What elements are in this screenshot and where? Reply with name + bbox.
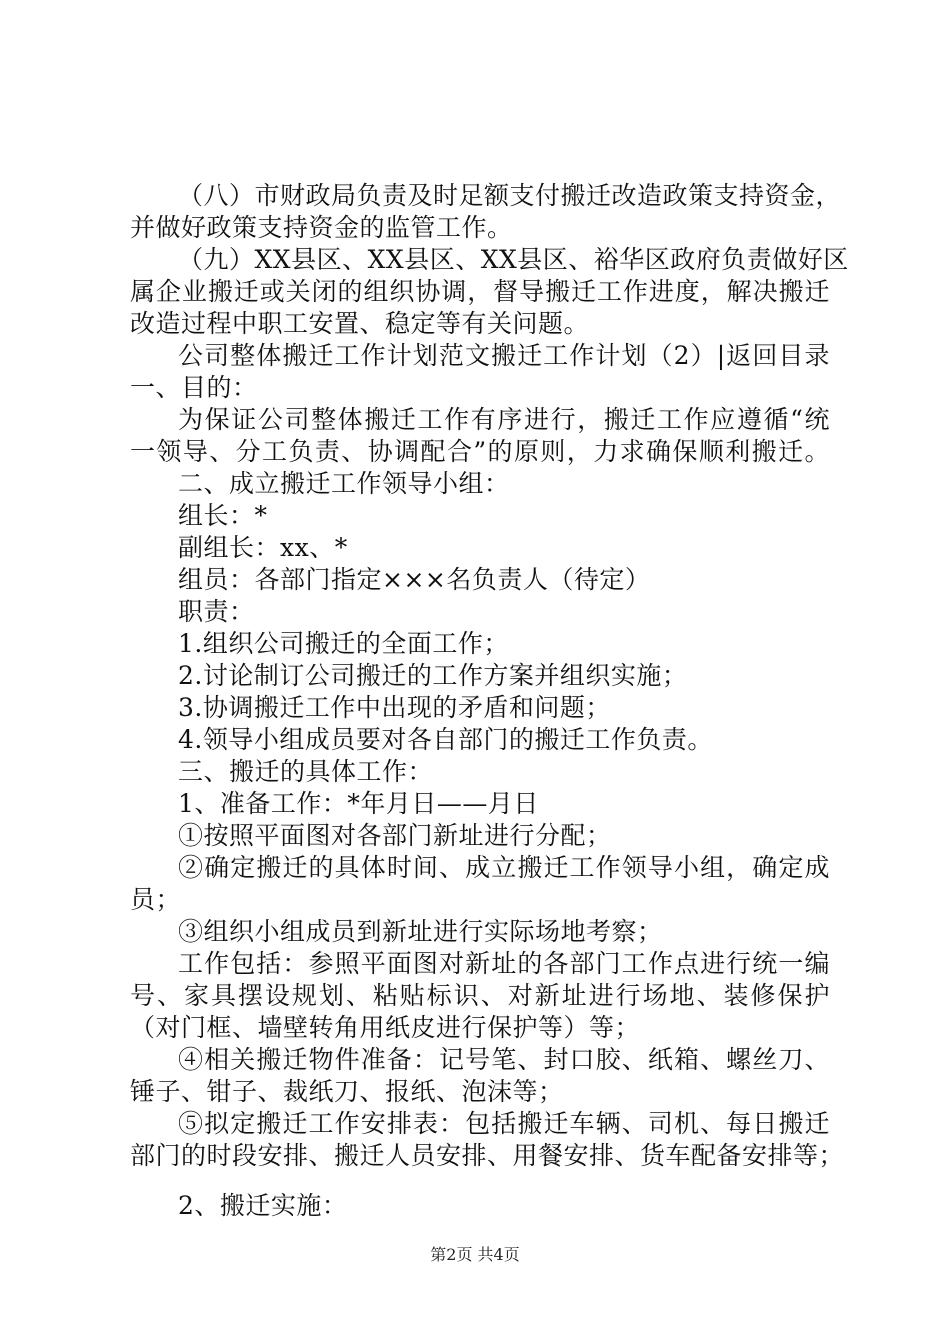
paragraph-line: （九）XX县区、XX县区、XX县区、裕华区政府负责做好区 xyxy=(178,245,849,274)
list-item: 组长：* xyxy=(178,501,268,530)
section-heading: 一、目的： xyxy=(130,373,258,402)
paragraph-line: （八）市财政局负责及时足额支付搬迁改造政策支持资金， xyxy=(178,181,842,210)
list-item: ⑤拟定搬迁工作安排表：包括搬迁车辆、司机、每日搬迁 xyxy=(178,1109,830,1138)
list-item: 组员：各部门指定×××名负责人（待定） xyxy=(178,565,651,594)
section-heading: 二、成立搬迁工作领导小组： xyxy=(178,469,510,498)
list-item: 副组长：xx、* xyxy=(178,533,348,562)
list-item: 2、搬迁实施： xyxy=(178,1191,348,1220)
section-heading: 三、搬迁的具体工作： xyxy=(178,757,434,786)
list-item: ①按照平面图对各部门新址进行分配； xyxy=(178,821,612,850)
list-item: 2.讨论制订公司搬迁的工作方案并组织实施； xyxy=(178,661,688,690)
page-number-footer: 第2页 共4页 xyxy=(430,1245,520,1264)
list-item: 4.领导小组成员要对各自部门的搬迁工作负责。 xyxy=(178,725,713,754)
paragraph-line: 属企业搬迁或关闭的组织协调，督导搬迁工作进度，解决搬迁 xyxy=(130,277,830,306)
paragraph-line: 工作包括：参照平面图对新址的各部门工作点进行统一编 xyxy=(178,949,830,978)
list-item: ②确定搬迁的具体时间、成立搬迁工作领导小组，确定成 xyxy=(178,853,830,882)
paragraph-line: 锤子、钳子、裁纸刀、报纸、泡沫等； xyxy=(130,1077,564,1106)
paragraph-line: 改造过程中职工安置、稳定等有关问题。 xyxy=(130,309,590,338)
list-item: ④相关搬迁物件准备：记号笔、封口胶、纸箱、螺丝刀、 xyxy=(178,1045,830,1074)
list-item: 3.协调搬迁工作中出现的矛盾和问题； xyxy=(178,693,611,722)
paragraph-line: 部门的时段安排、搬迁人员安排、用餐安排、货车配备安排等； xyxy=(130,1141,845,1170)
list-item: 职责： xyxy=(178,597,255,626)
section-heading-link[interactable]: 公司整体搬迁工作计划范文搬迁工作计划（2）|返回目录 xyxy=(178,341,830,370)
paragraph-line: 一领导、分工负责、协调配合”的原则，力求确保顺利搬迁。 xyxy=(130,437,830,466)
paragraph-line: 员； xyxy=(130,885,182,914)
list-item: 1.组织公司搬迁的全面工作； xyxy=(178,629,509,658)
list-item: 1、准备工作：*年月日——月日 xyxy=(178,789,539,818)
paragraph-line: （对门框、墙壁转角用纸皮进行保护等）等； xyxy=(130,1013,641,1042)
paragraph-line: 号、家具摆设规划、粘贴标识、对新址进行场地、装修保护 xyxy=(130,981,830,1010)
paragraph-line: 为保证公司整体搬迁工作有序进行，搬迁工作应遵循“统 xyxy=(178,405,830,434)
list-item: ③组织小组成员到新址进行实际场地考察； xyxy=(178,917,663,946)
paragraph-line: 并做好政策支持资金的监管工作。 xyxy=(130,213,513,242)
